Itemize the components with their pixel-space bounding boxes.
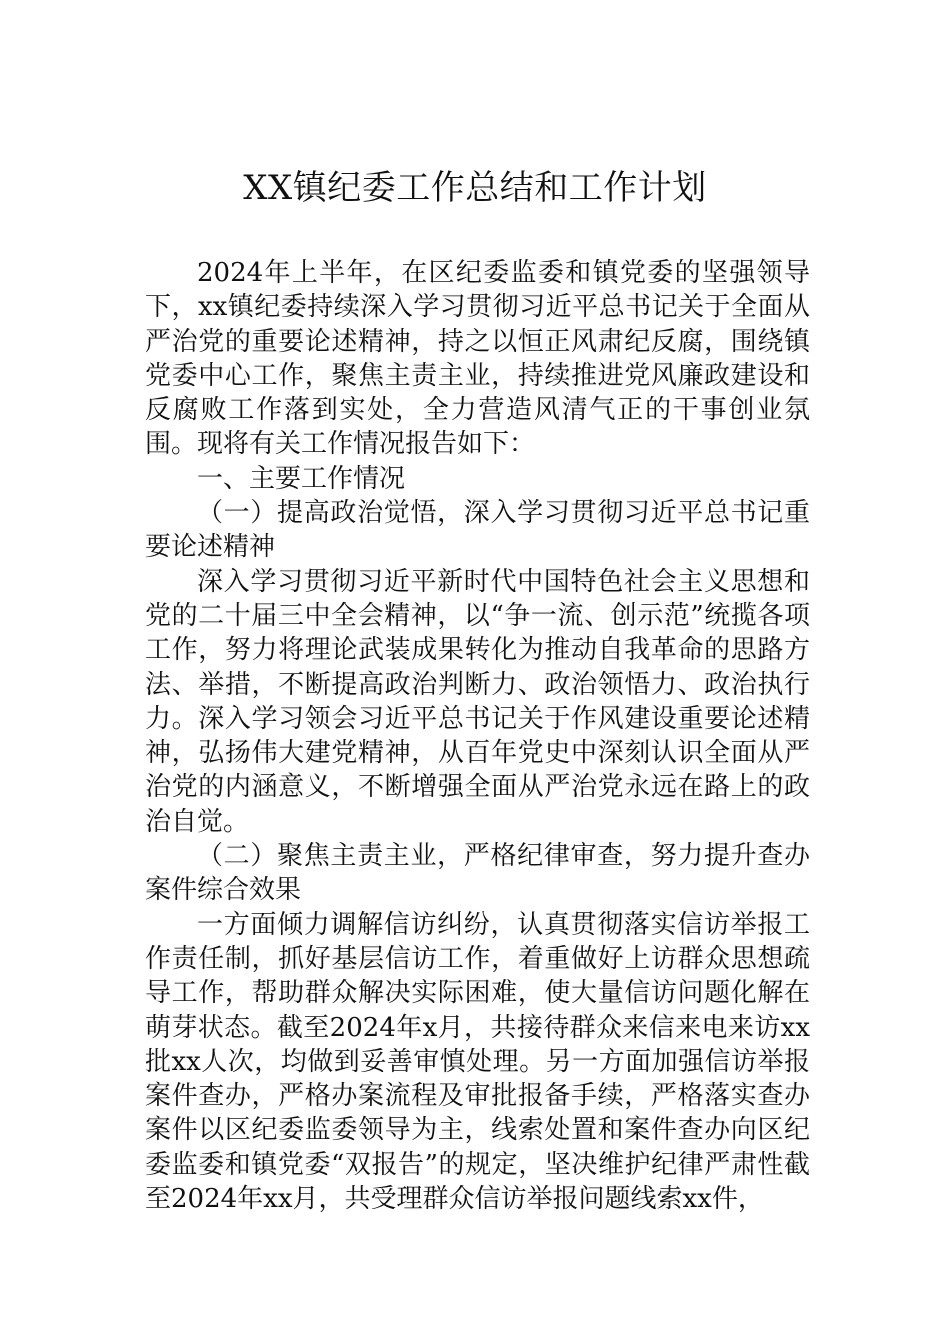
section-heading-main-work: 一、主要工作情况 <box>197 463 406 494</box>
intro-paragraph: 2024年上半年，在区纪委监委和镇党委的坚强领导下，xx镇纪委持续深入学习贯彻习近平总书记关于全面从严治党的重要论述精神，持之以恒正风肃纪反腐，围绕镇党委中心工作，聚焦主责主业，持续推进党风廉政建设和反腐败工作落到实处，全力营造风清气正的干事创业氛围。现将有关工作情况报告如下： <box>145 258 810 460</box>
body-paragraph-2: 一方面倾力调解信访纠纷，认真贯彻落实信访举报工作责任制，抓好基层信访工作，着重做好上访群众思想疏导工作，帮助群众解决实际困难，使大量信访问题化解在萌芽状态。截至2024年x月，共接待群众来信来电来访xx批xx人次，均做到妥善审慎处理。另一方面加强信访举报案件查办，严格办案流程及审批报备手续，严格落实查办案件以区纪委监委领导为主，线索处置和案件查办向区纪委监委和镇党委“双报告”的规定，坚决维护纪律严肃性截至2024年xx月，共受理群众信访举报问题线索xx件， <box>145 909 810 1215</box>
document-body <box>145 256 810 1216</box>
subsection-heading-1: （一）提高政治觉悟，深入学习贯彻习近平总书记重要论述精神 <box>145 498 810 563</box>
subsection-heading-2: （二）聚焦主责主业，严格纪律审查，努力提升查办案件综合效果 <box>145 841 810 906</box>
document-title: XX镇纪委工作总结和工作计划 <box>243 168 707 208</box>
body-paragraph-1: 深入学习贯彻习近平新时代中国特色社会主义思想和党的二十届三中全会精神，以“争一流、创示范”统揽各项工作，努力将理论武装成果转化为推动自我革命的思路方法、举措，不断提高政治判断力、政治领悟力、政治执行力。深入学习领会习近平总书记关于作风建设重要论述精神，弘扬伟大建党精神，从百年党史中深刻认识全面从严治党的内涵意义，不断增强全面从严治党永远在路上的政治自觉。 <box>145 566 810 837</box>
